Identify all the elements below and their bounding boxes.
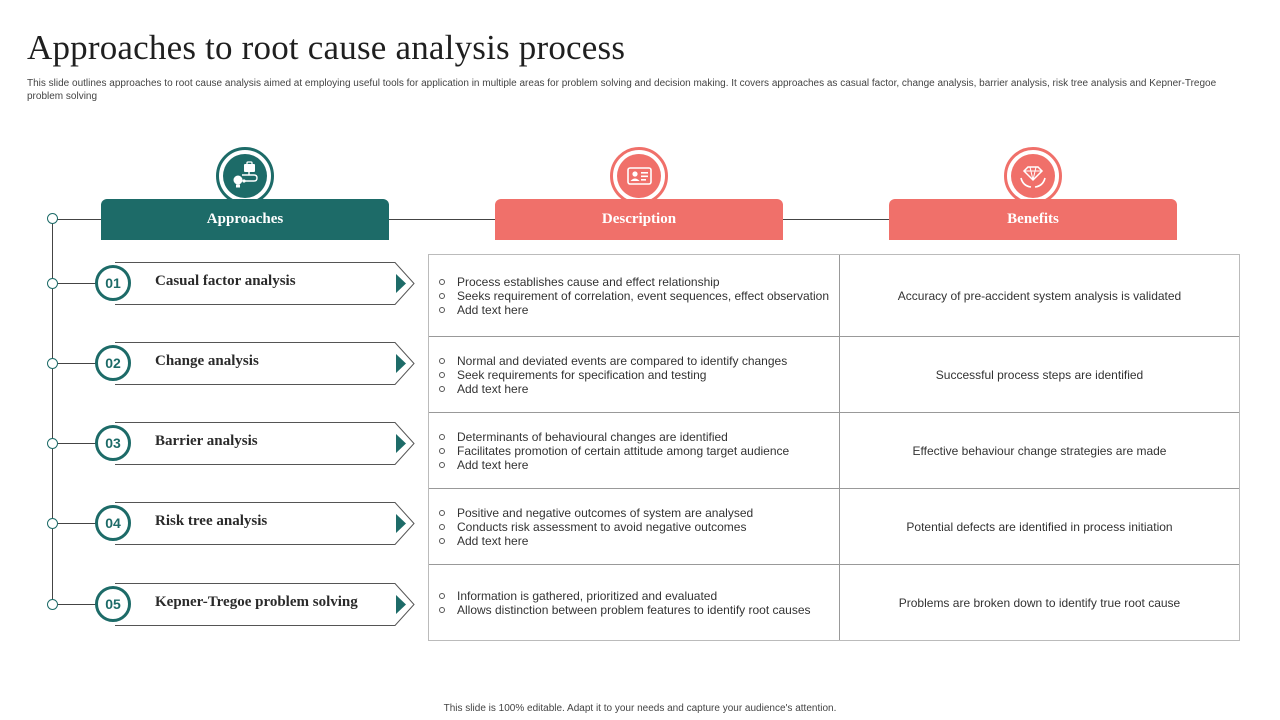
bullet-circle-icon — [439, 307, 445, 313]
approach-label: Risk tree analysis — [155, 513, 268, 529]
briefcase-lightbulb-flow-icon — [230, 161, 260, 191]
bullet-circle-icon — [439, 372, 445, 378]
bullet-circle-icon — [439, 358, 445, 364]
table-row — [429, 413, 1239, 489]
page-title: Approaches to root cause analysis process — [27, 28, 626, 67]
description-cell — [429, 413, 840, 488]
list-item: Seeks requirement of correlation, event sequences, effect observation — [439, 289, 829, 303]
vertical-connector — [52, 219, 53, 605]
bullet-circle-icon — [439, 293, 445, 299]
description-list — [439, 354, 787, 396]
description-benefits-table — [428, 254, 1240, 641]
list-item: Facilitates promotion of certain attitude among target audience — [439, 444, 789, 458]
connector-dot — [47, 278, 58, 289]
benefit-cell: Successful process steps are identified — [935, 367, 1144, 382]
row-link — [58, 604, 96, 605]
step-number: 05 — [95, 586, 131, 622]
list-item: Add text here — [439, 303, 829, 317]
footer-note: This slide is 100% editable. Adapt it to your needs and capture your audience's attention. — [443, 703, 837, 714]
description-cell — [429, 255, 840, 336]
description-header-icon — [610, 147, 668, 205]
approaches-header-icon — [216, 147, 274, 205]
list-item: Determinants of behavioural changes are identified — [439, 430, 789, 444]
row-link — [58, 443, 96, 444]
step-number: 04 — [95, 505, 131, 541]
approach-item — [95, 342, 420, 386]
table-row — [429, 255, 1239, 337]
list-item: Process establishes cause and effect relationship — [439, 275, 829, 289]
table-row — [429, 565, 1239, 640]
table-row — [429, 489, 1239, 565]
row-link — [58, 363, 96, 364]
approaches-header: Approaches — [101, 199, 389, 240]
benefit-cell: Effective behaviour change strategies are made — [912, 443, 1167, 458]
benefits-header-icon — [1004, 147, 1062, 205]
list-item: Seek requirements for specification and testing — [439, 368, 787, 382]
approach-label: Kepner-Tregoe problem solving — [155, 594, 358, 610]
row-link — [58, 523, 96, 524]
approach-item — [95, 422, 420, 466]
approach-label: Casual factor analysis — [155, 273, 296, 289]
table-row — [429, 337, 1239, 413]
description-header: Description — [495, 199, 783, 240]
bullet-circle-icon — [439, 538, 445, 544]
bullet-circle-icon — [439, 510, 445, 516]
step-number: 01 — [95, 265, 131, 301]
list-item: Information is gathered, prioritized and evaluated — [439, 589, 811, 603]
id-card-icon — [624, 161, 654, 191]
connector-dot — [47, 358, 58, 369]
approach-item — [95, 262, 420, 306]
bullet-circle-icon — [439, 593, 445, 599]
step-number: 03 — [95, 425, 131, 461]
bullet-circle-icon — [439, 434, 445, 440]
bullet-circle-icon — [439, 279, 445, 285]
diamond-hands-icon — [1018, 161, 1048, 191]
page-subtitle: This slide outlines approaches to root cause analysis aimed at employing useful tools for application in multiple areas for problem solving and decision making. It covers approaches as casual factor, change analysis, barrier analysis, risk tree analysis and Kepner-Tregoe problem solving — [27, 78, 1217, 102]
benefit-cell: Accuracy of pre-accident system analysis is validated — [897, 288, 1182, 303]
bullet-circle-icon — [439, 462, 445, 468]
list-item: Normal and deviated events are compared to identify changes — [439, 354, 787, 368]
description-list — [439, 589, 811, 617]
benefit-cell: Problems are broken down to identify true root cause — [898, 595, 1181, 610]
description-list — [439, 275, 829, 317]
connector-dot — [47, 438, 58, 449]
benefits-header: Benefits — [889, 199, 1177, 240]
list-item: Allows distinction between problem features to identify root causes — [439, 603, 811, 617]
connector-dot — [47, 518, 58, 529]
description-list — [439, 506, 753, 548]
connector-dot — [47, 599, 58, 610]
description-list — [439, 430, 789, 472]
list-item: Conducts risk assessment to avoid negative outcomes — [439, 520, 753, 534]
bullet-circle-icon — [439, 386, 445, 392]
list-item: Add text here — [439, 382, 787, 396]
description-cell — [429, 565, 840, 640]
benefit-cell: Potential defects are identified in process initiation — [906, 519, 1173, 534]
approach-item — [95, 583, 420, 627]
list-item: Positive and negative outcomes of system are analysed — [439, 506, 753, 520]
approach-label: Barrier analysis — [155, 433, 258, 449]
description-cell — [429, 489, 840, 564]
connector-dot — [47, 213, 58, 224]
bullet-circle-icon — [439, 607, 445, 613]
description-cell — [429, 337, 840, 412]
approach-item — [95, 502, 420, 546]
row-link — [58, 283, 96, 284]
list-item: Add text here — [439, 534, 753, 548]
bullet-circle-icon — [439, 524, 445, 530]
list-item: Add text here — [439, 458, 789, 472]
bullet-circle-icon — [439, 448, 445, 454]
step-number: 02 — [95, 345, 131, 381]
approach-label: Change analysis — [155, 353, 259, 369]
